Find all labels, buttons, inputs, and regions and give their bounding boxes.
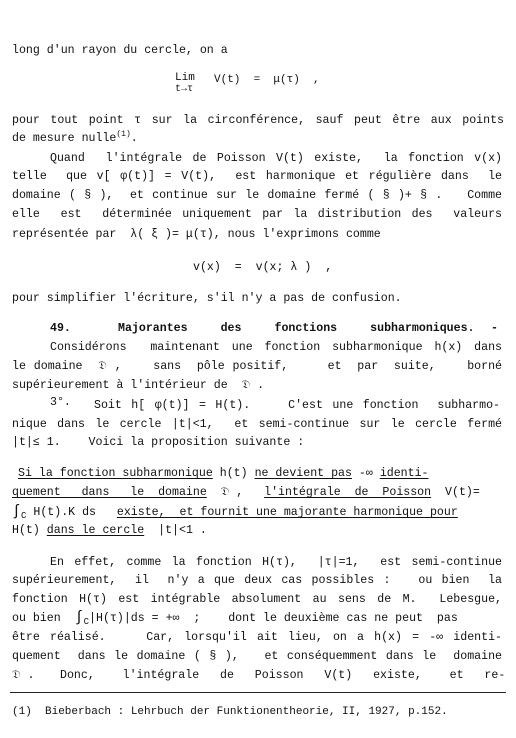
theorem-segment: |t|<1 . bbox=[144, 524, 207, 537]
theorem-segment: dans le cercle bbox=[46, 524, 145, 537]
theorem-segment: quement dans le domaine bbox=[12, 486, 207, 499]
text-line: quement dans le domaine ( § ), et conséquemment dans le domaine bbox=[12, 650, 502, 663]
theorem-segment: l'intégrale de Poisson bbox=[264, 486, 432, 499]
text-line bbox=[12, 611, 504, 629]
theorem-segment: ne devient pas bbox=[254, 467, 352, 480]
text-line: pour tout point τ sur la circonférence, sauf peut être aux points bbox=[12, 114, 504, 127]
footnote-marker: (1) bbox=[116, 130, 131, 139]
footnote: (1) Bieberbach : Lehrbuch der Funktionentheorie, II, 1927, p.152. bbox=[12, 706, 448, 718]
text-line: supérieurement à l'intérieur de 𝔇 . bbox=[12, 379, 265, 392]
integral-subscript: C bbox=[83, 617, 90, 627]
theorem-segment: V(t)= bbox=[431, 486, 480, 499]
text-segment: |H(τ)|ds = +∞ ; dont le deuxième cas ne peut pas bbox=[89, 612, 458, 625]
text-segment: de mesure nulle bbox=[12, 132, 117, 145]
section-number: 49. bbox=[50, 322, 71, 335]
theorem-segment: existe, et fournit une majorante harmonique pour bbox=[116, 506, 458, 519]
theorem-line bbox=[12, 505, 508, 523]
item-number: 3°. bbox=[50, 396, 71, 409]
text-line: pour simplifier l'écriture, s'il n'y a pas de confusion. bbox=[12, 292, 402, 305]
text-line: Quand l'intégrale de Poisson V(t) existe, la fonction v(x) bbox=[50, 152, 502, 165]
integral-sign: ∫ bbox=[12, 503, 22, 520]
text-line: domaine ( § ), et continue sur le domaine fermé ( § )+ § . Comme bbox=[12, 189, 502, 202]
theorem-segment: identi- bbox=[379, 467, 429, 480]
text-line: Donc, l'intégrale de Poisson V(t) existe, et re- bbox=[60, 669, 506, 682]
text-line: Soit h[ φ(t)] = H(t). C'est une fonction subharmo- bbox=[94, 399, 500, 412]
text-line: En effet, comme la fonction H(τ), |τ|=1, est semi-continue bbox=[50, 556, 502, 569]
text-line: telle que v[ φ(t)] = V(t), est harmonique et régulière dans le bbox=[12, 170, 502, 183]
text-line: représentée par λ( ξ )= μ(τ), nous l'exprimons comme bbox=[12, 228, 381, 241]
theorem-segment: Si la fonction subharmonique bbox=[18, 467, 213, 480]
text-line bbox=[12, 132, 312, 146]
theorem-segment: 𝔇 , bbox=[206, 486, 265, 499]
theorem-line bbox=[12, 524, 312, 538]
limit-operator: Lim bbox=[175, 72, 195, 84]
integral-sign: ∫ bbox=[74, 609, 84, 626]
text-line: le domaine 𝔇 , sans pôle positif, et par suite, borné bbox=[12, 360, 502, 373]
text-segment: 𝔇 . bbox=[12, 669, 35, 682]
text-segment: ou bien bbox=[12, 612, 75, 625]
theorem-segment: -∞ bbox=[351, 467, 380, 480]
theorem-segment: h(t) bbox=[212, 467, 255, 480]
text-line: nique dans le cercle |t|<1, et semi-continue sur le cercle fermé bbox=[12, 418, 502, 431]
footnote-divider bbox=[10, 692, 506, 693]
theorem-segment: H(t).K ds bbox=[26, 506, 117, 519]
integral-subscript: C bbox=[21, 511, 27, 521]
limit-subscript: t→τ bbox=[175, 84, 194, 95]
formula-line: v(x) = v(x; λ ) , bbox=[193, 261, 333, 274]
theorem-segment: H(t) bbox=[12, 524, 47, 537]
text-segment: . bbox=[130, 132, 138, 145]
theorem-line bbox=[18, 467, 508, 481]
text-line: elle est déterminée uniquement par la distribution des valeurs bbox=[12, 208, 502, 221]
text-line: Considérons maintenant une fonction subharmonique h(x) dans bbox=[50, 341, 502, 354]
text-line: long d'un rayon du cercle, on a bbox=[12, 44, 228, 57]
theorem-line bbox=[12, 486, 508, 500]
text-line: |t|≤ 1. Voici la proposition suivante : bbox=[12, 436, 305, 449]
section-title: Majorantes des fonctions subharmoniques. - bbox=[118, 322, 498, 335]
limit-expression: V(t) = μ(τ) , bbox=[214, 74, 320, 86]
text-line: être réalisé. Car, lorsqu'il ait lieu, on a h(x) = -∞ identi- bbox=[12, 631, 502, 644]
text-line: fonction H(τ) est intégrable absolument au sens de M. Lebesgue, bbox=[12, 593, 502, 606]
text-line: supérieurement, il n'y a que deux cas possibles : ou bien la bbox=[12, 574, 502, 587]
